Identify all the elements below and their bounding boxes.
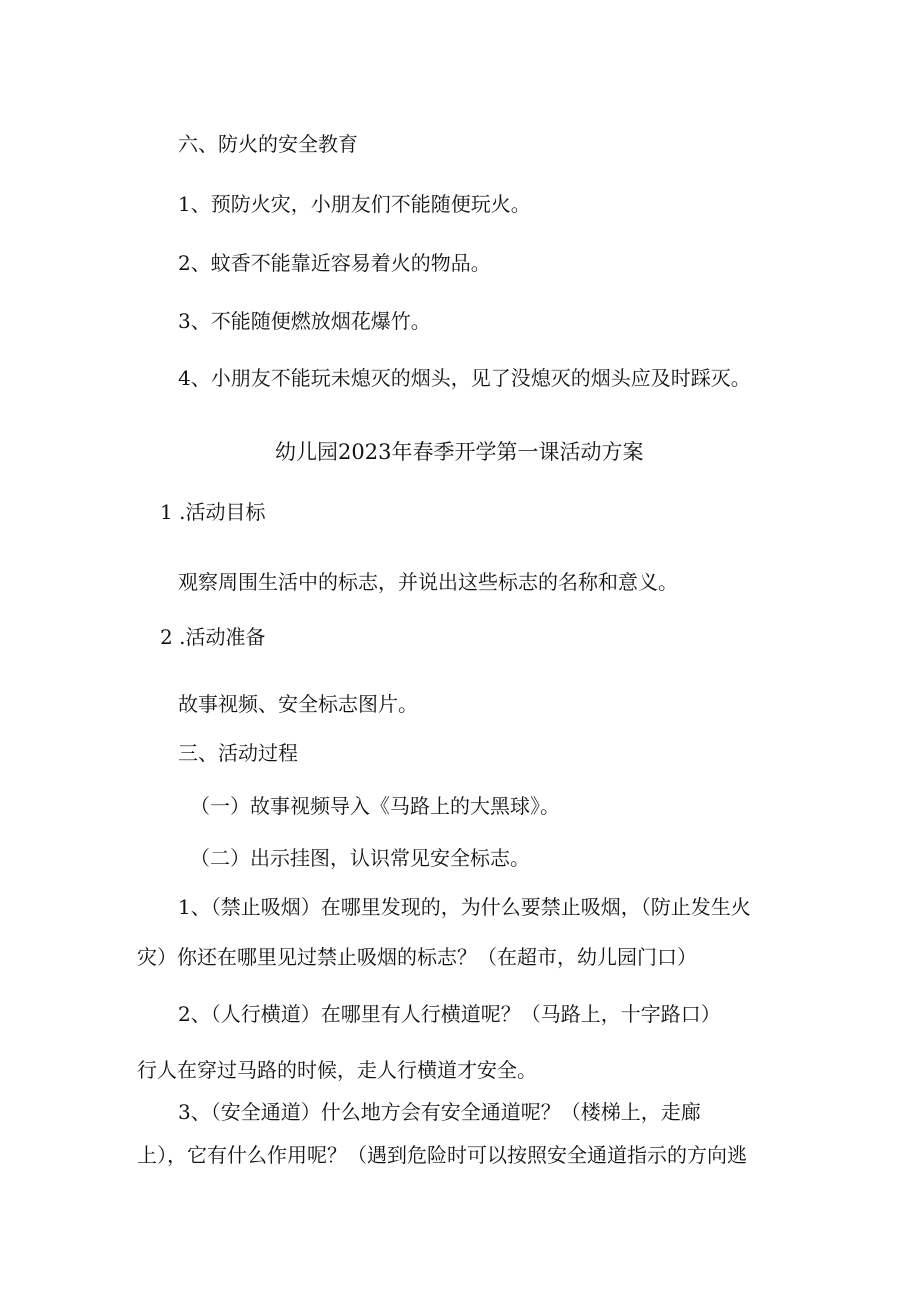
process-heading: 三、活动过程 <box>178 741 298 765</box>
goal-text: 观察周围生活中的标志，并说出这些标志的名称和意义。 <box>178 570 678 594</box>
fire-item-2: 2、蚊香不能靠近容易着火的物品。 <box>178 251 491 275</box>
fire-item-4: 4、小朋友不能玩未熄灭的烟头，见了没熄灭的烟头应及时踩灭。 <box>178 366 751 390</box>
question-2-line-2: 行人在穿过马路的时候，走人行横道才安全。 <box>137 1058 537 1082</box>
question-1-line-2: 灾）你还在哪里见过禁止吸烟的标志？（在超市，幼儿园门口） <box>137 945 697 969</box>
plan-title: 幼儿园2023年春季开学第一课活动方案 <box>275 440 644 464</box>
fire-item-3: 3、不能随便燃放烟花爆竹。 <box>178 309 431 333</box>
question-3-line-2: 上），它有什么作用呢？（遇到危险时可以按照安全通道指示的方向逃 <box>137 1143 747 1167</box>
question-3-line-1: 3、（安全通道）什么地方会有安全通道呢？（楼梯上，走廊 <box>178 1100 701 1124</box>
step-one: （一）故事视频导入《马路上的大黑球》。 <box>190 794 560 818</box>
question-1-line-1: 1、（禁止吸烟）在哪里发现的，为什么要禁止吸烟，（防止发生火 <box>178 895 751 919</box>
prep-heading: 2 .活动准备 <box>160 625 266 649</box>
fire-safety-heading: 六、防火的安全教育 <box>178 132 358 156</box>
fire-item-1: 1、预防火灾，小朋友们不能随便玩火。 <box>178 192 531 216</box>
question-2-line-1: 2、（人行横道）在哪里有人行横道呢？（马路上，十字路口） <box>178 1002 721 1026</box>
step-two: （二）出示挂图，认识常见安全标志。 <box>190 846 530 870</box>
goal-heading: 1 .活动目标 <box>160 500 266 524</box>
prep-text: 故事视频、安全标志图片。 <box>178 692 418 716</box>
